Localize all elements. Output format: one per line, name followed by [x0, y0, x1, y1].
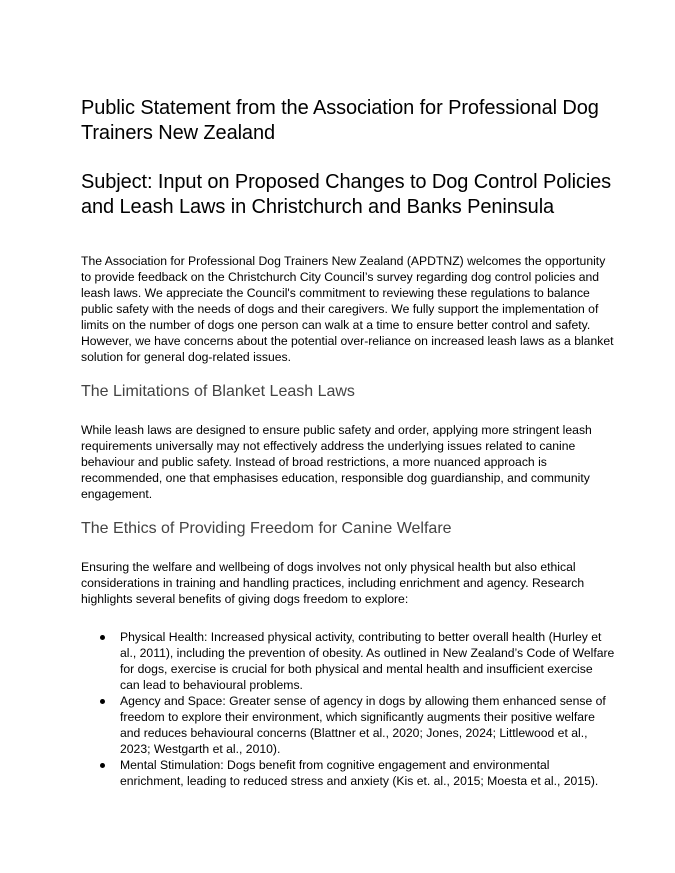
- bullet-icon: [100, 635, 105, 640]
- section-heading-leash-laws: The Limitations of Blanket Leash Laws: [81, 383, 355, 400]
- benefits-list: [81, 629, 615, 789]
- document-subject: Subject: Input on Proposed Changes to Dog Control Policies and Leash Laws in Christchurch and Banks Peninsula: [81, 171, 612, 218]
- list-item-text: Mental Stimulation: Dogs benefit from cognitive engagement and environmental enrichment, leading to reduced stress and anxiety (Kis et. al., 2015; Moesta et al., 2015).: [120, 758, 599, 788]
- list-item: [81, 757, 615, 789]
- section-body-ethics: Ensuring the welfare and wellbeing of dogs involves not only physical health but also ethical considerations in training and handling practices, including enrichment and agency. Research highlights several benefits of giving dogs freedom to explore:: [81, 560, 585, 606]
- section-body-leash-laws: While leash laws are designed to ensure public safety and order, applying more stringent leash requirements universally may not effectively address the underlying issues related to canine behaviour and public safety. Instead of broad restrictions, a more nuanced approach is recommended, one that emphasises education, responsible dog guardianship, and community engagement.: [81, 423, 592, 501]
- section-heading-ethics: The Ethics of Providing Freedom for Canine Welfare: [81, 520, 452, 537]
- bullet-icon: [100, 763, 105, 768]
- list-item-text: Agency and Space: Greater sense of agency in dogs by allowing them enhanced sense of freedom to explore their environment, which significantly augments their positive welfare and reduces behavioural concerns (Blattner et al., 2020; Jones, 2024; Littlewood et al., 2023; Westgarth et al., 2010).: [120, 694, 606, 756]
- bullet-icon: [100, 699, 105, 704]
- list-item: [81, 629, 615, 693]
- list-item-text: Physical Health: Increased physical activity, contributing to better overall health (Hurley et al., 2011), including the prevention of obesity. As outlined in New Zealand’s Code of Welfare for dogs, exercise is crucial for both physical and mental health and insufficient exercise can lead to behavioural problems.: [120, 630, 615, 692]
- list-item: [81, 693, 615, 757]
- document-title: Public Statement from the Association for Professional Dog Trainers New Zealand: [81, 97, 599, 144]
- intro-paragraph: The Association for Professional Dog Trainers New Zealand (APDTNZ) welcomes the opportunity to provide feedback on the Christchurch City Council’s survey regarding dog control policies and leash laws. We appreciate the Council's commitment to reviewing these regulations to balance public safety with the needs of dogs and their caregivers. We fully support the implementation of limits on the number of dogs one person can walk at a time to ensure better control and safety. However, we have concerns about the potential over-reliance on increased leash laws as a blanket solution for general dog-related issues.: [81, 254, 614, 364]
